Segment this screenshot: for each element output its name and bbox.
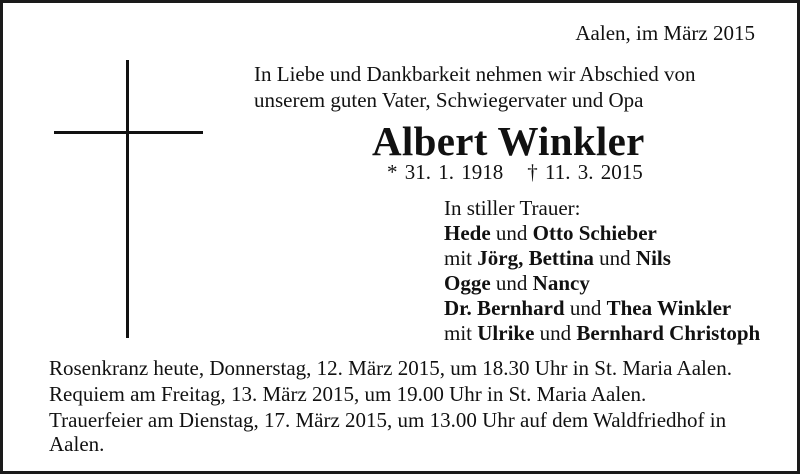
mourner-name: Ogge (444, 271, 491, 295)
intro-text (254, 61, 695, 113)
mourner-connector: mit (444, 321, 478, 345)
mourner-line (444, 296, 760, 321)
cross-icon-vertical-bar (126, 60, 129, 338)
mourner-name: Nils (635, 246, 671, 270)
mourner-name: Otto Schieber (532, 221, 657, 245)
intro-line-2: unserem guten Vater, Schwiegervater und Opa (254, 88, 644, 112)
service-line: Rosenkranz heute, Donnerstag, 12. März 2015, um 18.30 Uhr in St. Maria Aalen. (49, 356, 732, 380)
service-line: Requiem am Freitag, 13. März 2015, um 19.00 Uhr in St. Maria Aalen. (49, 382, 647, 406)
service-line: Trauerfeier am Dienstag, 17. März 2015, um 13.00 Uhr auf dem Waldfriedhof in Aalen. (49, 408, 727, 456)
mourner-name: Thea Winkler (606, 296, 732, 320)
cross-icon-horizontal-bar (54, 131, 203, 134)
mourner-line (444, 321, 760, 346)
mourner-connector: und (593, 246, 636, 270)
mourner-line (444, 221, 760, 246)
mourner-connector: und (534, 321, 577, 345)
life-dates (387, 160, 643, 185)
mourner-name: Hede (444, 221, 491, 245)
service-announcements (49, 356, 749, 458)
mourner-connector: und (490, 221, 533, 245)
death-date: † 11. 3. 2015 (527, 160, 643, 184)
deceased-name: Albert Winkler (372, 118, 645, 164)
mourners-block (444, 196, 760, 346)
birth-date: * 31. 1. 1918 (387, 160, 504, 184)
mourner-name: Dr. Bernhard (444, 296, 565, 320)
mourner-connector: mit (444, 246, 478, 270)
intro-line-1: In Liebe und Dankbarkeit nehmen wir Abschied von (254, 62, 696, 86)
mourners-heading: In stiller Trauer: (444, 196, 581, 220)
mourner-name: Bernhard Christoph (576, 321, 761, 345)
place-date: Aalen, im März 2015 (575, 21, 755, 45)
mourner-name: Jörg, Bettina (477, 246, 594, 270)
mourner-name: Nancy (532, 271, 590, 295)
mourner-line (444, 246, 760, 271)
mourner-connector: und (490, 271, 533, 295)
mourner-connector: und (564, 296, 607, 320)
mourner-line (444, 271, 760, 296)
mourners-list (444, 221, 760, 346)
mourner-name: Ulrike (477, 321, 535, 345)
